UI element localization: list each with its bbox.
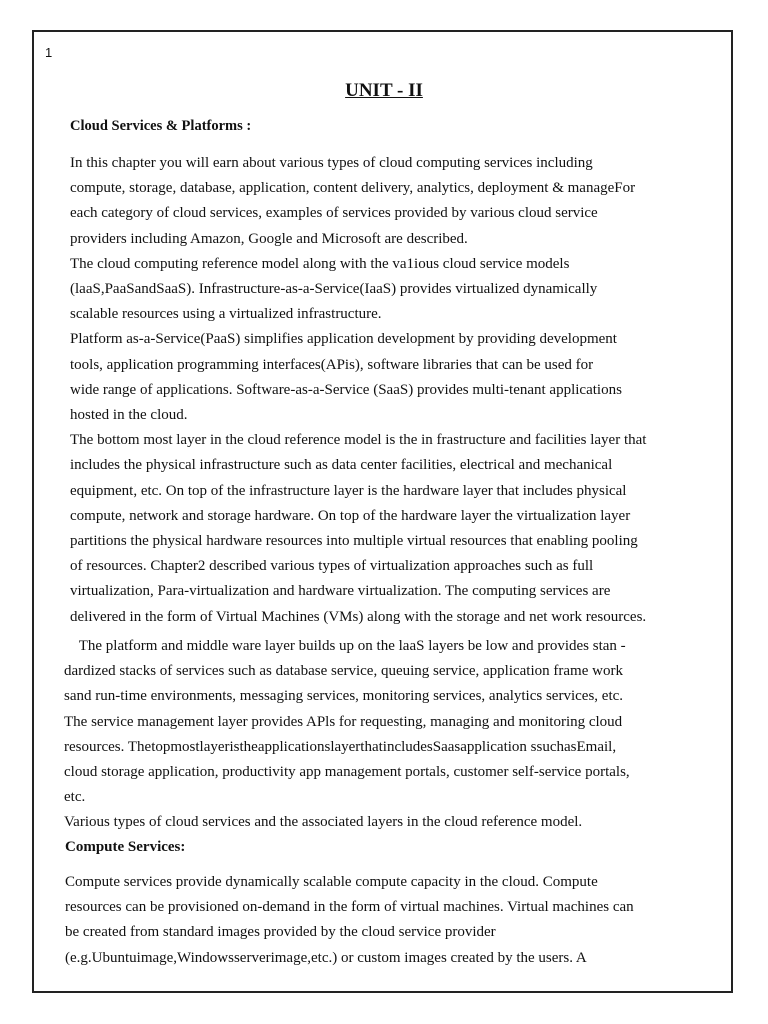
text-line: delivered in the form of Virtual Machines (VMs) along with the storage and net work resources. (70, 608, 647, 625)
body-paragraphs-2 (64, 634, 630, 836)
body-paragraphs-3 (65, 870, 634, 971)
text-line: dardized stacks of services such as database service, queuing service, application frame work (64, 663, 623, 680)
body-paragraphs-1 (70, 151, 646, 630)
text-line: (laaS,PaaSandSaaS). Infrastructure-as-a-Service(IaaS) provides virtualized dynamically (70, 281, 598, 298)
text-line: resources. ThetopmostlayeristheapplicationslayerthatincludesSaasapplication ssuchasEmail, (64, 738, 617, 755)
text-line: In this chapter you will earn about various types of cloud computing services including (70, 155, 593, 171)
text-line: equipment, etc. On top of the infrastructure layer is the hardware layer that includes physical (70, 482, 627, 499)
text-line: The platform and middle ware layer builds up on the laaS layers be low and provides stan - (64, 638, 626, 654)
text-line: virtualization, Para-virtualization and hardware virtualization. The computing services are (70, 583, 611, 600)
text-line: The cloud computing reference model along with the va1ious cloud service models (70, 255, 570, 272)
text-line: compute, storage, database, application, content delivery, analytics, deployment & manageFor (70, 180, 636, 197)
text-line: etc. (64, 789, 86, 806)
text-line: of resources. Chapter2 described various types of virtualization approaches such as full (70, 558, 594, 575)
text-line: be created from standard images provided by the cloud service provider (65, 924, 496, 941)
section-heading: Cloud Services & Platforms : (70, 118, 252, 134)
text-line: sand run-time environments, messaging services, monitoring services, analytics services, etc. (64, 688, 624, 705)
text-line: providers including Amazon, Google and Microsoft are described. (70, 230, 468, 247)
text-line: partitions the physical hardware resources into multiple virtual resources that enabling pooling (70, 533, 638, 550)
text-line: compute, network and storage hardware. On top of the hardware layer the virtualization layer (70, 507, 631, 524)
text-line: hosted in the cloud. (70, 407, 188, 424)
text-line: each category of cloud services, examples of services provided by various cloud service (70, 205, 598, 222)
text-line: cloud storage application, productivity app management portals, customer self-service portals, (64, 764, 630, 781)
text-line: Platform as-a-Service(PaaS) simplifies application development by providing development (70, 331, 617, 348)
text-line: includes the physical infrastructure such as data center facilities, electrical and mechanical (70, 457, 613, 474)
text-line: The bottom most layer in the cloud reference model is the in frastructure and facilities layer that (70, 432, 647, 449)
text-line: wide range of applications. Software-as-a-Service (SaaS) provides multi-tenant applications (70, 381, 622, 398)
text-line: The service management layer provides APls for requesting, managing and monitoring cloud (64, 713, 623, 730)
text-line: Compute services provide dynamically scalable compute capacity in the cloud. Compute (65, 874, 598, 890)
compute-services-heading: Compute Services: (65, 839, 186, 855)
page-number: 1 (45, 45, 53, 60)
text-line: scalable resources using a virtualized infrastructure. (70, 306, 382, 323)
text-line: resources can be provisioned on-demand in the form of virtual machines. Virtual machines can (65, 899, 634, 916)
unit-title: UNIT - II (345, 80, 423, 101)
text-line: (e.g.Ubuntuimage,Windowsserverimage,etc.) or custom images created by the users. A (65, 949, 587, 966)
text-line: tools, application programming interfaces(APis), software libraries that can be used for (70, 356, 594, 373)
text-line: Various types of cloud services and the associated layers in the cloud reference model. (64, 814, 583, 831)
